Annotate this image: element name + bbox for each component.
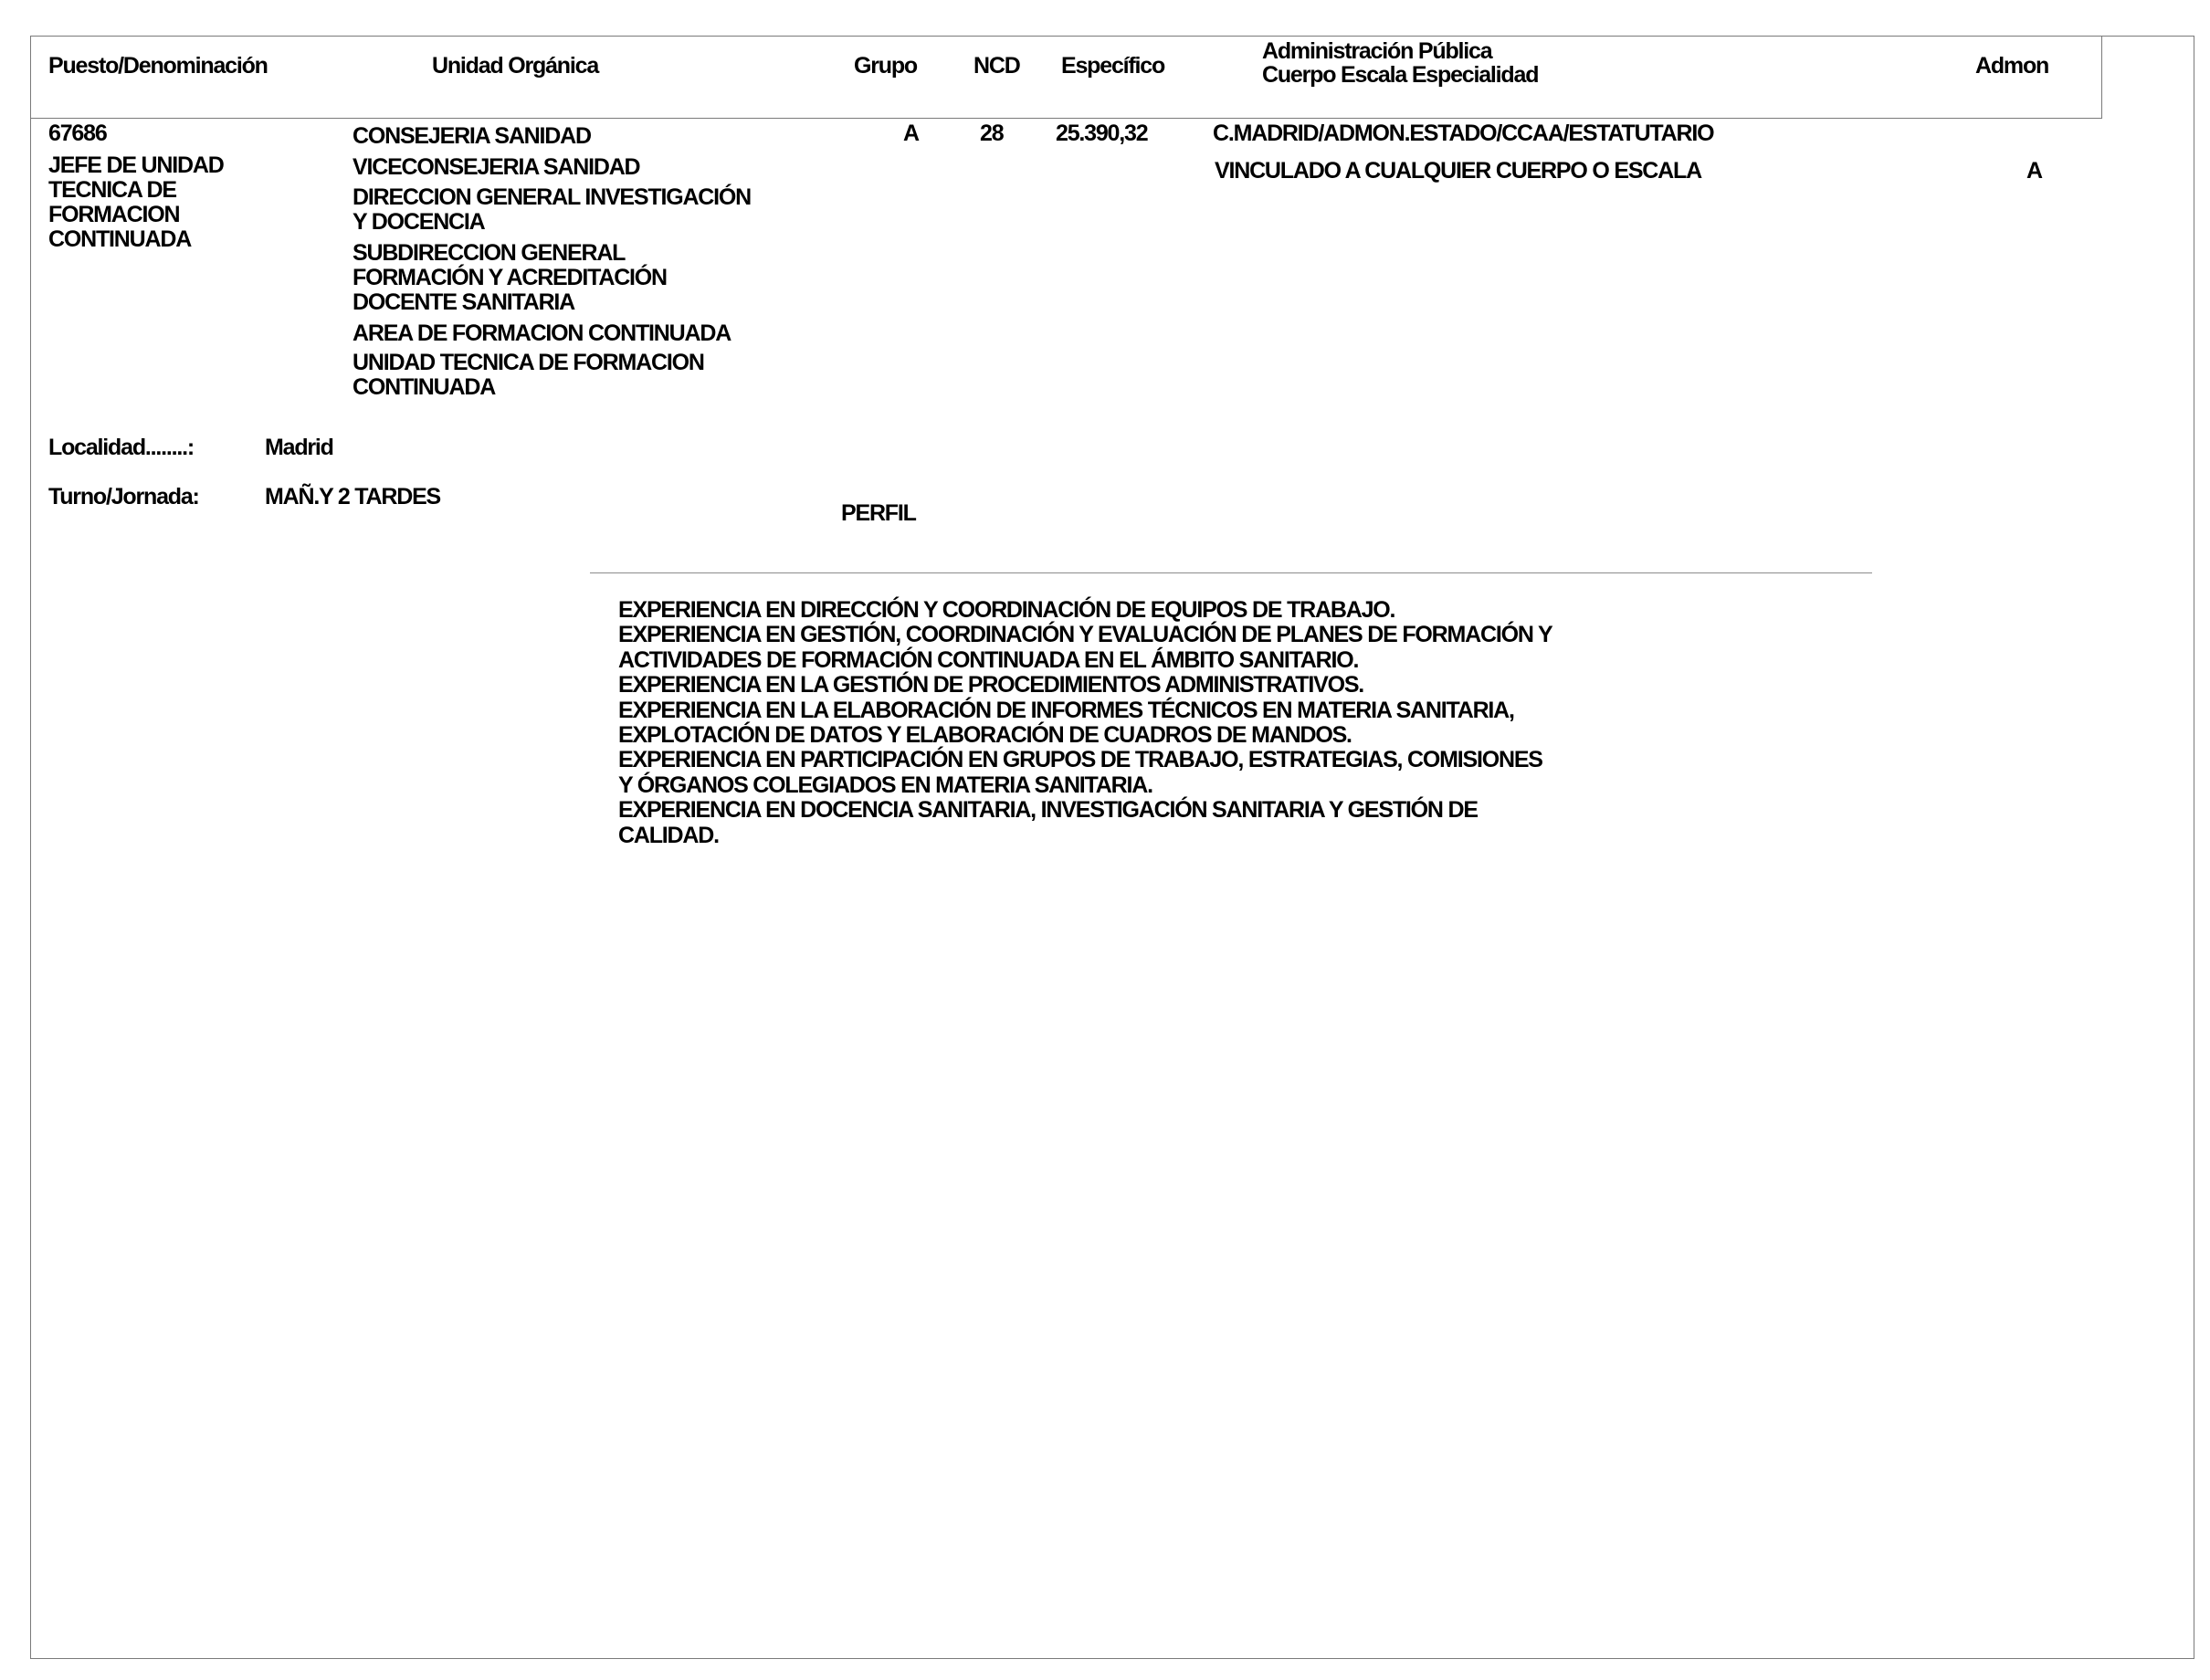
perfil-line: EXPERIENCIA EN GESTIÓN, COORDINACIÓN Y EVALUACIÓN DE PLANES DE FORMACIÓN Y <box>618 622 1552 648</box>
header-unidad: Unidad Orgánica <box>432 53 599 79</box>
header-cuerpo-escala: Cuerpo Escala Especialidad <box>1262 62 1539 88</box>
unidad-line: UNIDAD TECNICA DE FORMACION <box>353 350 704 375</box>
header-puesto: Puesto/Denominación <box>48 53 268 79</box>
record-especifico: 25.390,32 <box>1056 121 1148 146</box>
unidad-line: FORMACIÓN Y ACREDITACIÓN <box>353 265 667 290</box>
record-grupo: A <box>903 121 919 146</box>
unidad-unidad-tecnica <box>353 351 704 400</box>
unidad-line: DOCENTE SANITARIA <box>353 289 575 315</box>
record-codigo: 67686 <box>48 121 107 146</box>
denominacion-line: FORMACION <box>48 202 180 227</box>
denominacion-line: TECNICA DE <box>48 177 176 203</box>
perfil-line: EXPERIENCIA EN DIRECCIÓN Y COORDINACIÓN DE EQUIPOS DE TRABAJO. <box>618 597 1395 623</box>
perfil-line: EXPERIENCIA EN DOCENCIA SANITARIA, INVESTIGACIÓN SANITARIA Y GESTIÓN DE <box>618 797 1478 824</box>
perfil-line: CALIDAD. <box>618 822 719 848</box>
perfil-line: EXPERIENCIA EN PARTICIPACIÓN EN GRUPOS DE TRABAJO, ESTRATEGIAS, COMISIONES <box>618 747 1542 773</box>
record-denominacion <box>48 153 224 252</box>
unidad-line: Y DOCENCIA <box>353 209 485 235</box>
perfil-line: EXPERIENCIA EN LA GESTIÓN DE PROCEDIMIENTOS ADMINISTRATIVOS. <box>618 672 1364 698</box>
unidad-viceconsejeria: VICECONSEJERIA SANIDAD <box>353 154 640 180</box>
perfil-line: Y ÓRGANOS COLEGIADOS EN MATERIA SANITARIA. <box>618 772 1152 798</box>
perfil-text <box>618 598 1552 848</box>
header-especifico: Específico <box>1061 53 1165 79</box>
localidad-value: Madrid <box>265 435 333 460</box>
header-admin-publica: Administración Pública <box>1262 38 1492 64</box>
perfil-line: EXPLOTACIÓN DE DATOS Y ELABORACIÓN DE CUADROS DE MANDOS. <box>618 722 1352 749</box>
record-admin-publica: C.MADRID/ADMON.ESTADO/CCAA/ESTATUTARIO <box>1213 121 1714 146</box>
unidad-line: CONTINUADA <box>353 374 496 400</box>
record-ncd: 28 <box>980 121 1004 146</box>
unidad-area: AREA DE FORMACION CONTINUADA <box>353 320 731 346</box>
unidad-direccion-general <box>353 185 751 235</box>
turno-label: Turno/Jornada: <box>48 484 199 509</box>
unidad-line: DIRECCION GENERAL INVESTIGACIÓN <box>353 184 751 210</box>
localidad-label: Localidad........: <box>48 435 194 460</box>
perfil-line: EXPERIENCIA EN LA ELABORACIÓN DE INFORMES TÉCNICOS EN MATERIA SANITARIA, <box>618 697 1514 723</box>
unidad-line: SUBDIRECCION GENERAL <box>353 240 626 266</box>
header-ncd: NCD <box>973 53 1020 79</box>
record-admon: A <box>2026 158 2042 184</box>
record-cuerpo: VINCULADO A CUALQUIER CUERPO O ESCALA <box>1215 158 1701 184</box>
denominacion-line: CONTINUADA <box>48 226 192 252</box>
turno-value: MAÑ.Y 2 TARDES <box>265 484 441 509</box>
unidad-subdireccion <box>353 241 667 315</box>
unidad-consejeria: CONSEJERIA SANIDAD <box>353 123 591 149</box>
perfil-title: PERFIL <box>841 500 916 526</box>
perfil-line: ACTIVIDADES DE FORMACIÓN CONTINUADA EN EL ÁMBITO SANITARIO. <box>618 646 1359 673</box>
perfil-divider <box>590 572 1872 573</box>
header-admon: Admon <box>1975 53 2049 79</box>
header-grupo: Grupo <box>854 53 917 79</box>
denominacion-line: JEFE DE UNIDAD <box>48 152 224 178</box>
